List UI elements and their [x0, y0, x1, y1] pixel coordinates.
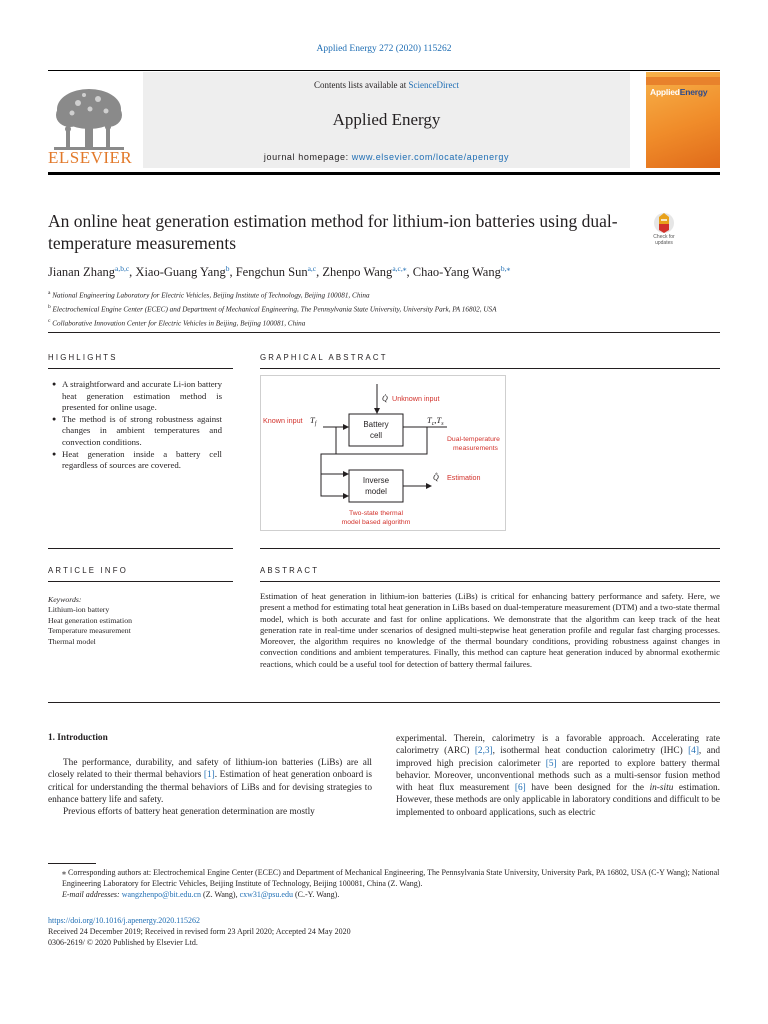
publisher-name: ELSEVIER — [48, 148, 133, 167]
email-link[interactable]: wangzhenpo@bit.edu.cn — [121, 889, 202, 899]
homepage-prefix: journal homepage: — [263, 152, 349, 162]
affiliations — [48, 288, 720, 330]
author-name[interactable]: Jianan Zhang — [48, 265, 115, 280]
author-name[interactable]: Xiao-Guang Yang — [135, 265, 226, 280]
masthead-bottom-rule — [48, 172, 720, 175]
citation-link[interactable]: [5] — [545, 758, 557, 769]
estimation-label: Estimation — [447, 473, 481, 482]
abstract-bottom-rule — [48, 702, 720, 703]
author-affil-sup[interactable]: a,b,c — [115, 264, 130, 273]
known-input-label: Known input — [263, 416, 303, 425]
homepage-line — [143, 152, 630, 162]
masthead — [48, 72, 720, 170]
battery-cell-block — [349, 414, 403, 446]
affiliation: $^c$ Collaborative Innovation Center for Electric Vehicles in Beijing, Beijing 100081, China — [48, 317, 306, 328]
qhat-symbol: Q̂ — [433, 473, 439, 482]
citation-link[interactable]: [4] — [688, 746, 699, 757]
keyword-item[interactable]: Temperature measurement — [48, 626, 131, 636]
author-affil-sup[interactable]: b — [225, 264, 230, 273]
abstract-rule — [260, 581, 720, 582]
algorithm-label-2: model based algorithm — [341, 519, 411, 526]
citation-link[interactable]: [6] — [514, 783, 526, 794]
email-link[interactable]: cxw31@psu.edu — [239, 889, 293, 899]
footnote-rule — [48, 863, 96, 864]
tf-symbol: $T_f$ — [310, 415, 317, 427]
journal-reference[interactable]: Applied Energy 272 (2020) 115262 — [316, 44, 452, 54]
inverse-model-label-2: model — [365, 487, 387, 496]
corresponding-author-note: ⁎ Corresponding authors at: Electrochemical Engine Center (ECEC) and Department of Mechanical Engineering, The Pennsylvania State University, University Park, PA 16802, USA (C-Y Wang); National Engineering Laboratory for Electric Vehicles, Beijing Institute of Technology, Beijing 100081, China (Z. Wang). — [62, 868, 720, 888]
highlights-label: HIGHLIGHTS — [48, 353, 118, 362]
cover-band — [646, 77, 720, 85]
cover-title: AppliedEnergy — [650, 87, 708, 97]
author-affil-sup[interactable]: b,⁎ — [500, 264, 511, 273]
author-name[interactable]: Fengchun Sun — [235, 265, 308, 280]
homepage-link[interactable]: www.elsevier.com/locate/apenergy — [351, 152, 510, 162]
masthead-top-rule — [48, 70, 720, 71]
journal-cover-image[interactable] — [646, 72, 720, 168]
battery-cell-label-2: cell — [369, 431, 383, 440]
article-info-top-rule — [48, 548, 233, 549]
section-heading-introduction: 1. Introduction — [48, 733, 108, 743]
highlights-rule — [48, 368, 233, 369]
keyword-item[interactable]: Thermal model — [48, 636, 96, 646]
contents-prefix: Contents lists available at — [314, 80, 407, 90]
graphical-abstract-label: GRAPHICAL ABSTRACT — [260, 353, 388, 362]
highlight-item: ● Heat generation inside a battery cell regardless of sources are covered. — [52, 449, 222, 472]
algorithm-label-1: Two-state thermal — [348, 510, 404, 517]
abstract-label: ABSTRACT — [260, 566, 320, 575]
dual-temp-label-1: Dual-temperature — [447, 436, 500, 443]
author-list: Jianan Zhang$^{a,b,c}$, Xiao-Guang Yang$^b$, Fengchun Sun$^{a,c}$, Zhenpo Wang$^{a,c,⁎}$, Chao-Yang Wang$^{b,⁎}$ — [48, 264, 511, 280]
keywords-block — [48, 595, 228, 647]
copyright-notice: 0306-2619/ © 2020 Published by Elsevier Ltd. — [48, 937, 198, 947]
battery-cell-label-1: Battery — [363, 420, 389, 429]
keywords-title: Keywords: — [48, 595, 82, 604]
section-rule — [48, 332, 720, 333]
email-addresses: E-mail addresses: wangzhenpo@bit.edu.cn (Z. Wang), cxw31@psu.edu (C.-Y. Wang). — [62, 889, 340, 899]
article-title: An online heat generation estimation method for lithium-ion batteries using dual-temperature measurements — [48, 211, 618, 253]
affiliation: $^b$ Electrochemical Engine Center (ECEC) and Department of Mechanical Engineering, The Pennsylvania State University, University Park, PA 16802, USA — [48, 303, 497, 314]
masthead-banner — [143, 72, 630, 168]
abstract-text: Estimation of heat generation in lithium-ion batteries (LiBs) is critical for enhancing battery performance and safety. Here, we present a method for estimating total heat generation in LiBs based on dual-temperature measurement (DTM) and a two-state thermal model, which is both accurate and fast for online applications. We demonstrate that the algorithm can keep track of the heat generation rate in real-time under scenarios of designed multi-stepwise heat generation profile and regular fast charging processes. Moreover, the algorithm requires no knowledge of the thermal boundary conditions, providing robustness against changes in convection conditions and ambient temperatures. Finally, this method can capture heat generation induced by abnormal exothermic reactions, which could be a useful tool for detection of battery thermal failures. — [260, 591, 720, 669]
highlights-list — [52, 379, 222, 472]
publication-info — [48, 916, 720, 948]
body-column-right: experimental. Therein, calorimetry is a favorable approach. Accelerating rate calorimetry (ARC) [2,3], isothermal heat conduction calorimetry (IHC) [4], and improved high precision calorimeter [5] are reported to explore battery thermal behavior. Moreover, unconventional methods such as a multi-sensor fusion method with heat flux measurement [6] have been designed for the in-situ estimation. However, these methods are only applicable in laboratory conditions and difficult to be implemented to onboard applications, such as electric — [396, 734, 721, 818]
highlight-item: ● A straightforward and accurate Li-ion battery heat generation estimation method is presented for online usage. — [52, 379, 222, 414]
author-name[interactable]: Zhenpo Wang — [322, 265, 393, 280]
author-affil-sup[interactable]: a,c — [307, 264, 317, 273]
citation-link[interactable]: [1] — [203, 770, 215, 781]
author-name[interactable]: Chao-Yang Wang — [412, 265, 501, 280]
body-paragraph: The performance, durability, and safety of lithium-ion batteries (LiBs) are all closely related to their thermal behaviors [1]. Estimation of heat generation onboard is critical for understanding the thermal behaviors of LiBs and for devising strategies to enhance battery life and safety. — [48, 758, 372, 805]
highlight-item: ● The method is of strong robustness against changes in ambient temperatures and convection conditions. — [52, 414, 222, 449]
crossmark-icon — [649, 212, 679, 236]
unknown-input-label: Unknown input — [392, 394, 440, 403]
received-dates: Received 24 December 2019; Received in revised form 23 April 2020; Accepted 24 May 2020 — [48, 926, 351, 936]
citation-link[interactable]: [2,3] — [474, 746, 493, 757]
abstract-top-rule — [260, 548, 720, 549]
author-affil-sup[interactable]: a,c,⁎ — [392, 264, 407, 273]
inverse-model-label-1: Inverse — [362, 476, 390, 485]
sciencedirect-link[interactable]: ScienceDirect — [408, 80, 459, 90]
check-for-updates-badge[interactable] — [649, 212, 679, 250]
body-column-left — [48, 757, 372, 818]
keyword-item[interactable]: Heat generation estimation — [48, 615, 133, 625]
inverse-model-block — [349, 470, 403, 502]
footnotes — [48, 868, 720, 900]
affiliation: $^a$ National Engineering Laboratory for Electric Vehicles, Beijing Institute of Technology, Beijing 100081, China — [48, 290, 370, 300]
doi-link[interactable]: https://doi.org/10.1016/j.apenergy.2020.115262 — [48, 916, 200, 925]
q-symbol: Q̇ — [382, 394, 388, 403]
article-info-rule — [48, 581, 233, 582]
journal-name: Applied Energy — [332, 110, 441, 129]
tc-ts-symbols: $T_c,T_s$ — [427, 415, 444, 427]
keyword-item[interactable]: Lithium-ion battery — [48, 605, 110, 615]
crossmark-label: Check for updates — [653, 234, 675, 246]
contents-line — [143, 80, 630, 90]
graphical-abstract-figure[interactable] — [260, 375, 506, 531]
graphical-abstract-rule — [260, 368, 720, 369]
dual-temp-label-2: measurements — [453, 445, 498, 452]
article-info-label: ARTICLE INFO — [48, 566, 128, 575]
body-paragraph: Previous efforts of battery heat generation determination are mostly — [63, 807, 315, 818]
